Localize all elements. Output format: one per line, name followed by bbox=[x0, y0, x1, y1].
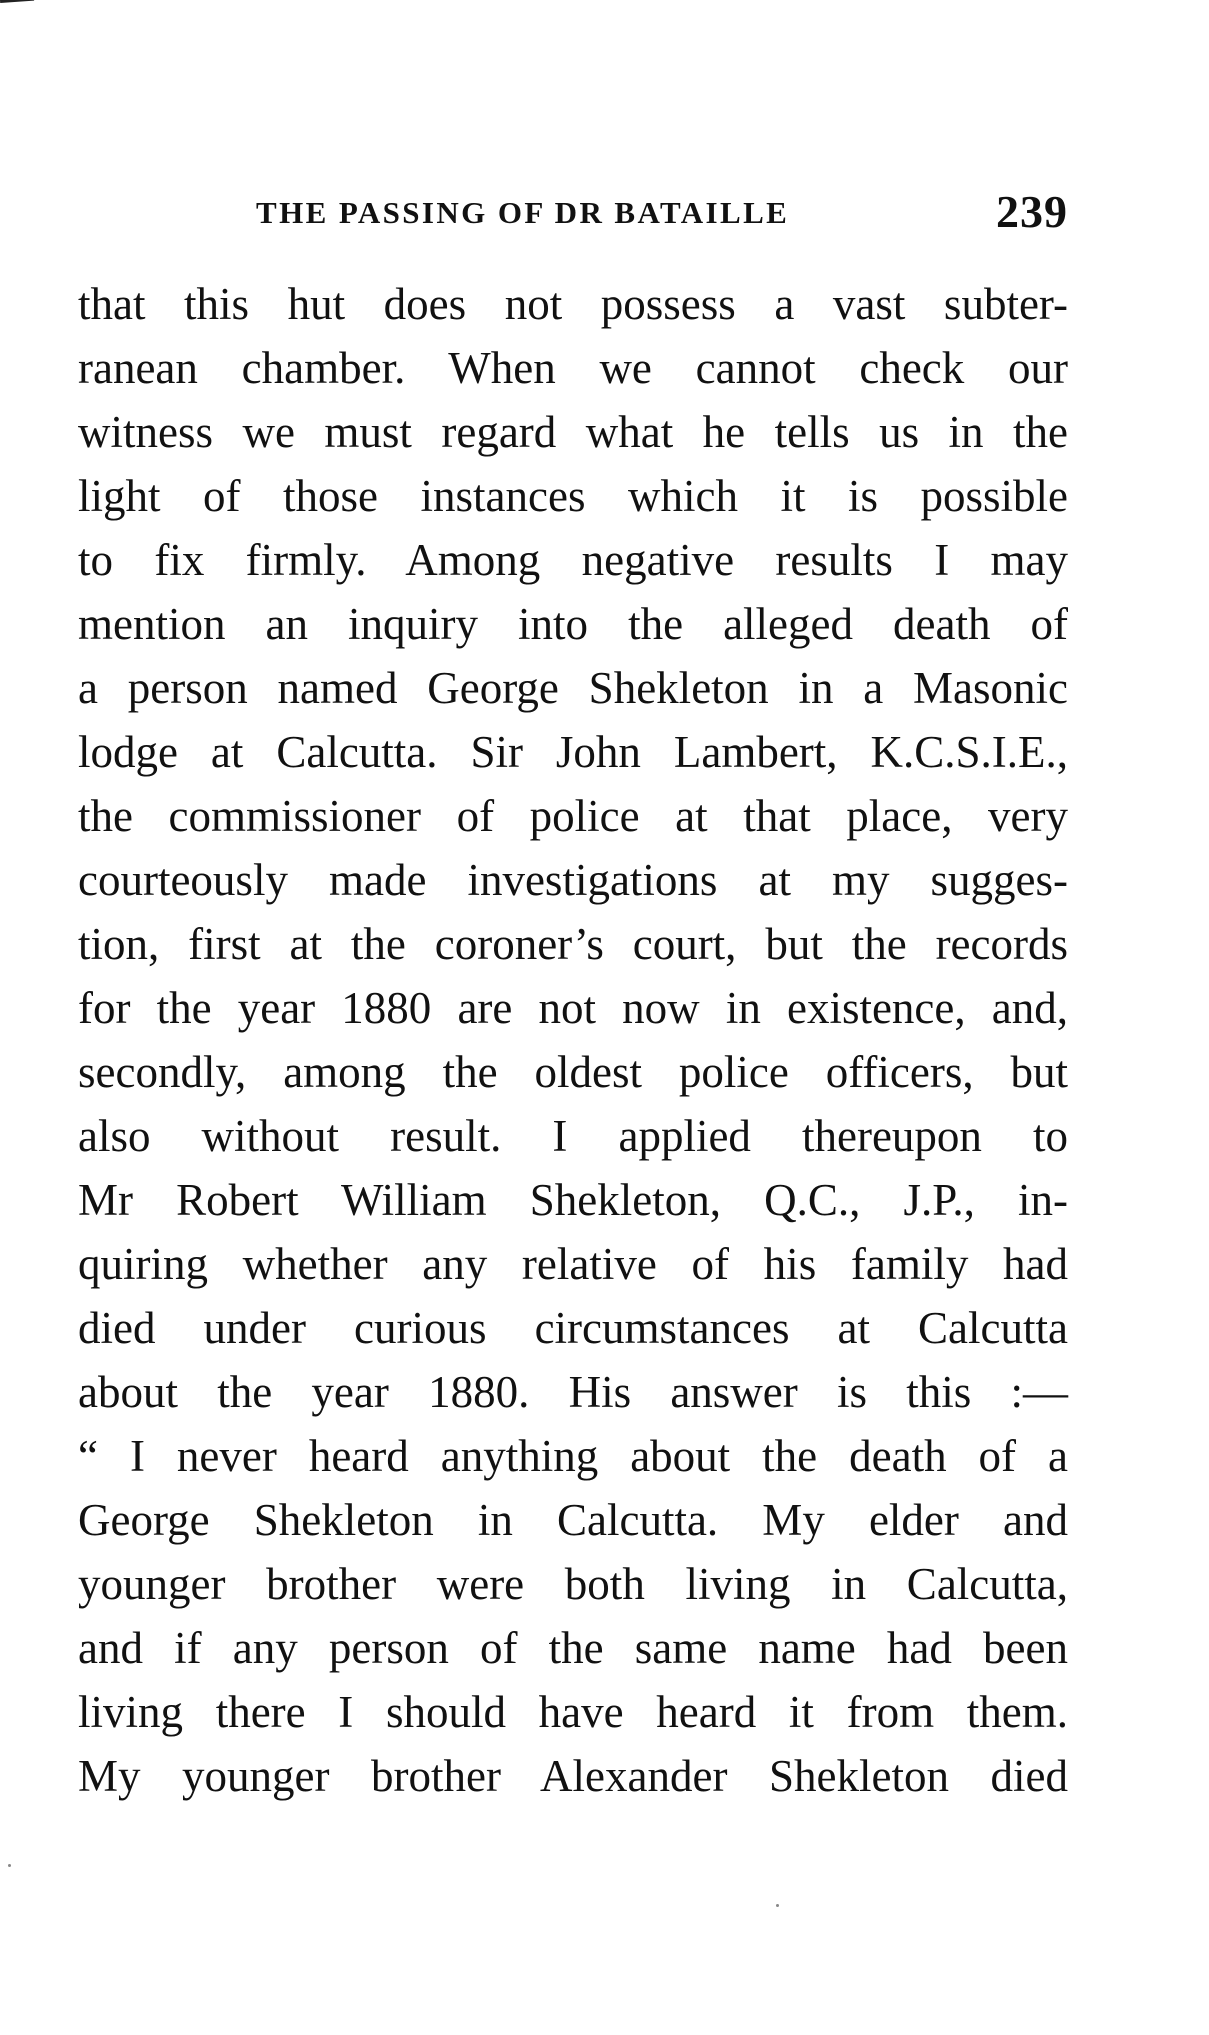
page-number: 239 bbox=[996, 186, 1068, 237]
text-line: George Shekleton in Calcutta. My elder and bbox=[78, 1495, 1068, 1545]
text-line: younger brother were both living in Calcutta, bbox=[78, 1559, 1068, 1609]
text-line: mention an inquiry into the alleged death of bbox=[78, 599, 1068, 649]
text-line: tion, first at the coroner’s court, but the records bbox=[78, 919, 1068, 969]
text-line: lodge at Calcutta. Sir John Lambert, K.C.S.I.E., bbox=[78, 727, 1068, 777]
running-title: THE PASSING OF DR BATAILLE bbox=[256, 195, 790, 230]
text-line: the commissioner of police at that place, very bbox=[78, 791, 1068, 841]
text-line: that this hut does not possess a vast subter- bbox=[78, 279, 1068, 329]
text-line: Mr Robert William Shekleton, Q.C., J.P., in- bbox=[78, 1175, 1068, 1225]
text-line: and if any person of the same name had been bbox=[78, 1623, 1068, 1673]
text-line: courteously made investigations at my sugges- bbox=[78, 855, 1068, 905]
text-line: died under curious circumstances at Calcutta bbox=[78, 1303, 1068, 1353]
text-line: My younger brother Alexander Shekleton died bbox=[78, 1751, 1068, 1801]
text-line: for the year 1880 are not now in existence, and, bbox=[78, 983, 1068, 1033]
text-line: secondly, among the oldest police officers, but bbox=[78, 1047, 1068, 1097]
body-text bbox=[78, 272, 1068, 1808]
text-line: living there I should have heard it from them. bbox=[78, 1687, 1068, 1737]
text-line: about the year 1880. His answer is this :— bbox=[78, 1367, 1068, 1417]
running-head bbox=[78, 185, 1068, 235]
text-line: to fix firmly. Among negative results I may bbox=[78, 535, 1068, 585]
text-line: a person named George Shekleton in a Masonic bbox=[78, 663, 1068, 713]
scan-speck bbox=[8, 1864, 11, 1867]
text-line: light of those instances which it is possible bbox=[78, 471, 1068, 521]
text-line: also without result. I applied thereupon to bbox=[78, 1111, 1068, 1161]
text-line: quiring whether any relative of his family had bbox=[78, 1239, 1068, 1289]
text-line: witness we must regard what he tells us in the bbox=[78, 407, 1068, 457]
text-line: “ I never heard anything about the death of a bbox=[78, 1431, 1068, 1481]
scan-speck bbox=[776, 1904, 779, 1907]
text-line: ranean chamber. When we cannot check our bbox=[78, 343, 1068, 393]
scan-corner-mark bbox=[0, 0, 34, 3]
